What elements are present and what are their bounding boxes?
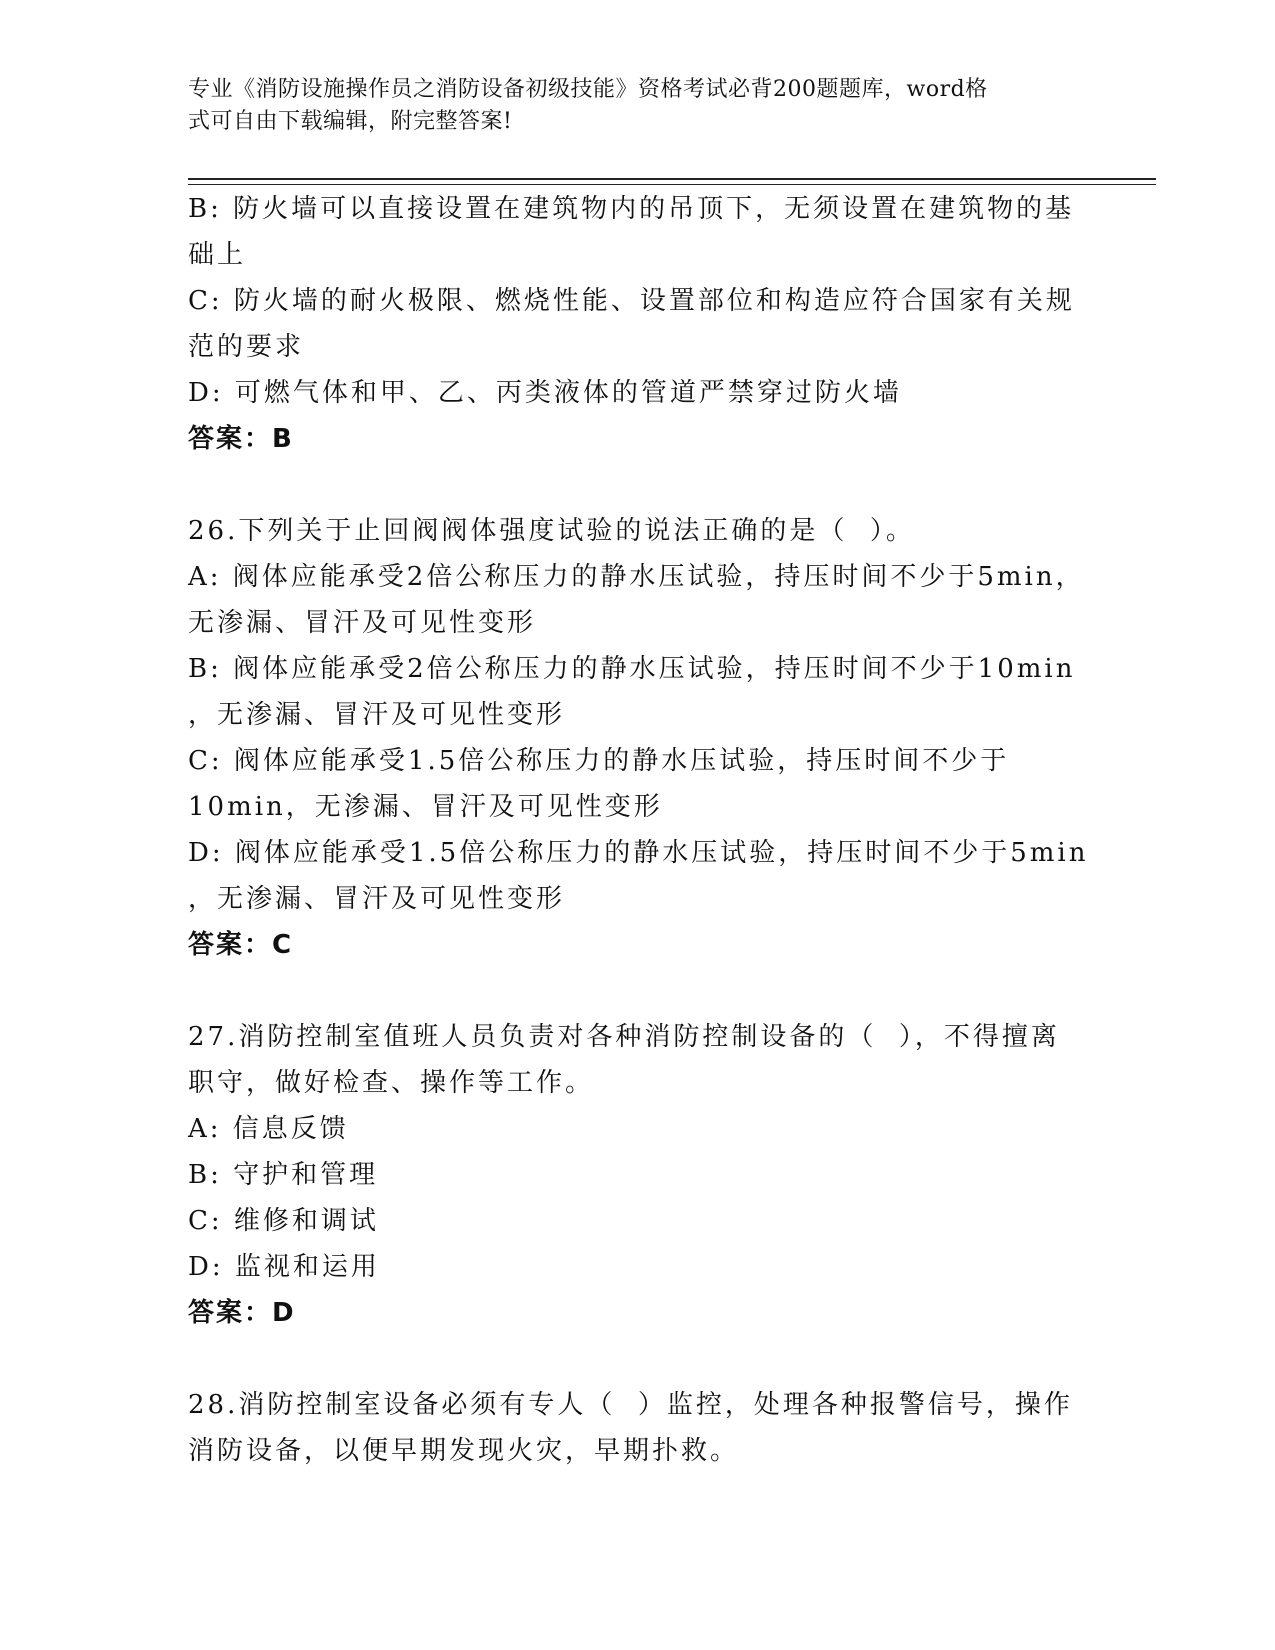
q27-option-b: B: 守护和管理	[188, 1160, 379, 1190]
q26-option-b-line-2: ，无渗漏、冒汗及可见性变形	[188, 700, 566, 730]
q26-answer: 答案：C	[188, 930, 294, 960]
question-25	[188, 186, 1088, 462]
q25-option-b-line-1: B: 防火墙可以直接设置在建筑物内的吊顶下，无须设置在建筑物的基	[188, 194, 1075, 224]
q27-question-line-2: 职守，做好检查、操作等工作。	[188, 1068, 595, 1098]
q26-option-b-line-1: B: 阀体应能承受2倍公称压力的静水压试验，持压时间不少于10min	[188, 654, 1076, 684]
q28-question-line-2: 消防设备，以便早期发现火灾，早期扑救。	[188, 1436, 740, 1466]
q27-option-c: C: 维修和调试	[188, 1206, 379, 1236]
q25-option-d: D: 可燃气体和甲、乙、丙类液体的管道严禁穿过防火墙	[188, 378, 902, 408]
spacer	[188, 462, 1088, 508]
q27-option-d: D: 监视和运用	[188, 1252, 380, 1282]
question-28	[188, 1382, 1088, 1474]
q26-option-d-line-1: D: 阀体应能承受1.5倍公称压力的静水压试验，持压时间不少于5min	[188, 838, 1089, 868]
header-divider-thin	[188, 184, 1156, 185]
q26-option-a-line-2: 无渗漏、冒汗及可见性变形	[188, 608, 537, 638]
q27-answer: 答案：D	[188, 1298, 296, 1328]
q26-option-c-line-2: 10min，无渗漏、冒汗及可见性变形	[188, 792, 663, 822]
q25-answer: 答案：B	[188, 424, 294, 454]
q25-option-c-line-2: 范的要求	[188, 332, 305, 362]
q27-option-a: A: 信息反馈	[188, 1114, 349, 1144]
q27-question-line-1: 27.消防控制室值班人员负责对各种消防控制设备的（ ），不得擅离	[188, 1022, 1060, 1052]
question-27	[188, 1014, 1088, 1336]
q26-question: 26.下列关于止回阀阀体强度试验的说法正确的是（ ）。	[188, 516, 915, 546]
spacer	[188, 968, 1088, 1014]
question-26	[188, 508, 1088, 968]
header-divider-thick	[188, 178, 1156, 180]
document-header	[188, 74, 1068, 138]
q28-question-line-1: 28.消防控制室设备必须有专人（ ）监控，处理各种报警信号，操作	[188, 1390, 1073, 1420]
question-list	[188, 186, 1088, 1474]
header-title-line-2: 式可自由下载编辑，附完整答案!	[188, 109, 513, 134]
q26-option-c-line-1: C: 阀体应能承受1.5倍公称压力的静水压试验，持压时间不少于	[188, 746, 1010, 776]
q25-option-c-line-1: C: 防火墙的耐火极限、燃烧性能、设置部位和构造应符合国家有关规	[188, 286, 1075, 316]
q25-option-b-line-2: 础上	[188, 240, 247, 270]
q26-option-d-line-2: ，无渗漏、冒汗及可见性变形	[188, 884, 566, 914]
header-title-line-1: 专业《消防设施操作员之消防设备初级技能》资格考试必背200题题库，word格	[188, 77, 988, 102]
spacer	[188, 1336, 1088, 1382]
q26-option-a-line-1: A: 阀体应能承受2倍公称压力的静水压试验，持压时间不少于5min，	[188, 562, 1085, 592]
